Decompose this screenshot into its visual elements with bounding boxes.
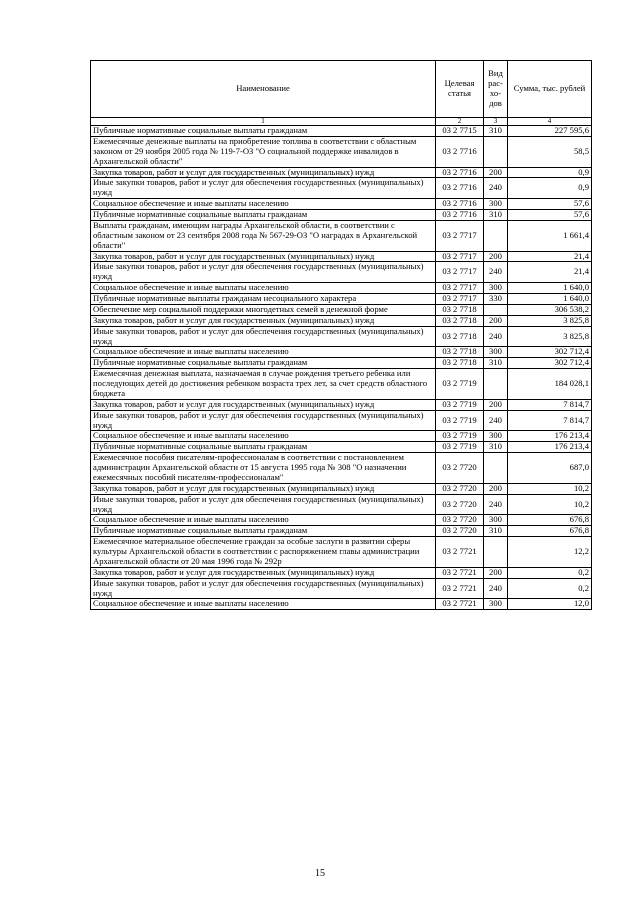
table-row [91, 453, 592, 484]
row-name-cell: Закупка товаров, работ и услуг для государственных (муниципальных) нужд [91, 315, 436, 326]
target-article-cell: 03 2 7721 [436, 599, 484, 610]
row-name-cell: Выплаты гражданам, имеющим награды Архангельской области, в соответствии с областным законом от 23 сентября 2008 года № 567-29-ОЗ "О наградах в Архангельской области" [91, 220, 436, 251]
sum-cell: 3 825,8 [508, 315, 592, 326]
target-article-cell: 03 2 7719 [436, 410, 484, 431]
target-article-cell: 03 2 7719 [436, 431, 484, 442]
row-name-cell: Закупка товаров, работ и услуг для государственных (муниципальных) нужд [91, 399, 436, 410]
column-number: 3 [484, 118, 508, 126]
sum-cell: 1 640,0 [508, 283, 592, 294]
target-article-cell: 03 2 7716 [436, 199, 484, 210]
expense-type-cell: 200 [484, 483, 508, 494]
target-article-cell: 03 2 7717 [436, 220, 484, 251]
target-article-cell: 03 2 7716 [436, 136, 484, 167]
row-name-cell: Социальное обеспечение и иные выплаты населению [91, 283, 436, 294]
header-expense-type: Вид рас-хо-дов [484, 61, 508, 118]
expense-type-cell: 240 [484, 178, 508, 199]
table-row [91, 442, 592, 453]
row-name-cell: Иные закупки товаров, работ и услуг для обеспечения государственных (муниципальных) нужд [91, 578, 436, 599]
row-name-cell: Публичные нормативные социальные выплаты гражданам [91, 358, 436, 369]
target-article-cell: 03 2 7718 [436, 315, 484, 326]
target-article-cell: 03 2 7718 [436, 304, 484, 315]
table-row [91, 315, 592, 326]
target-article-cell: 03 2 7717 [436, 283, 484, 294]
row-name-cell: Закупка товаров, работ и услуг для государственных (муниципальных) нужд [91, 251, 436, 262]
header-name: Наименование [91, 61, 436, 118]
sum-cell: 302 712,4 [508, 358, 592, 369]
table-row [91, 399, 592, 410]
sum-cell: 302 712,4 [508, 347, 592, 358]
table-row [91, 578, 592, 599]
target-article-cell: 03 2 7717 [436, 262, 484, 283]
table-row [91, 220, 592, 251]
table-row [91, 210, 592, 221]
expense-type-cell: 310 [484, 358, 508, 369]
sum-cell: 1 661,4 [508, 220, 592, 251]
expense-type-cell: 240 [484, 262, 508, 283]
row-name-cell: Публичные нормативные социальные выплаты гражданам [91, 442, 436, 453]
expense-type-cell: 310 [484, 210, 508, 221]
target-article-cell: 03 2 7720 [436, 515, 484, 526]
row-name-cell: Иные закупки товаров, работ и услуг для обеспечения государственных (муниципальных) нужд [91, 410, 436, 431]
sum-cell: 12,2 [508, 537, 592, 568]
row-name-cell: Социальное обеспечение и иные выплаты населению [91, 515, 436, 526]
table-row [91, 126, 592, 137]
expense-type-cell [484, 537, 508, 568]
sum-cell: 0,9 [508, 178, 592, 199]
row-name-cell: Иные закупки товаров, работ и услуг для обеспечения государственных (муниципальных) нужд [91, 262, 436, 283]
sum-cell: 227 595,6 [508, 126, 592, 137]
sum-cell: 21,4 [508, 262, 592, 283]
row-name-cell: Иные закупки товаров, работ и услуг для обеспечения государственных (муниципальных) нужд [91, 326, 436, 347]
table-row [91, 326, 592, 347]
target-article-cell: 03 2 7716 [436, 167, 484, 178]
row-name-cell: Публичные нормативные выплаты гражданам несоциального характера [91, 294, 436, 305]
table-row [91, 537, 592, 568]
sum-cell: 306 538,2 [508, 304, 592, 315]
row-name-cell: Ежемесячное материальное обеспечение граждан за особые заслуги в развитии сферы культуры Архангельской области в соответствии с распоряжением главы администрации Архангельской области от 20 мая 1996 года № 292р [91, 537, 436, 568]
table-body [91, 126, 592, 610]
row-name-cell: Публичные нормативные социальные выплаты гражданам [91, 526, 436, 537]
table-row [91, 369, 592, 400]
expense-type-cell: 240 [484, 326, 508, 347]
target-article-cell: 03 2 7721 [436, 578, 484, 599]
expense-type-cell: 200 [484, 251, 508, 262]
expense-type-cell: 300 [484, 515, 508, 526]
target-article-cell: 03 2 7719 [436, 399, 484, 410]
sum-cell: 3 825,8 [508, 326, 592, 347]
table-row [91, 283, 592, 294]
target-article-cell: 03 2 7720 [436, 483, 484, 494]
row-name-cell: Ежемесячные денежные выплаты на приобретение топлива в соответствии с областным законом от 29 ноября 2005 года № 119-7-ОЗ "О социальной поддержке инвалидов в Архангельской области" [91, 136, 436, 167]
table-row [91, 410, 592, 431]
row-name-cell: Закупка товаров, работ и услуг для государственных (муниципальных) нужд [91, 483, 436, 494]
expense-type-cell: 330 [484, 294, 508, 305]
table-row [91, 262, 592, 283]
expense-type-cell [484, 304, 508, 315]
target-article-cell: 03 2 7720 [436, 494, 484, 515]
table-row [91, 526, 592, 537]
target-article-cell: 03 2 7721 [436, 567, 484, 578]
table-row [91, 251, 592, 262]
expense-type-cell: 240 [484, 578, 508, 599]
sum-cell: 1 640,0 [508, 294, 592, 305]
row-name-cell: Социальное обеспечение и иные выплаты населению [91, 347, 436, 358]
table-row [91, 599, 592, 610]
column-number: 2 [436, 118, 484, 126]
table-row [91, 347, 592, 358]
row-name-cell: Иные закупки товаров, работ и услуг для обеспечения государственных (муниципальных) нужд [91, 494, 436, 515]
target-article-cell: 03 2 7717 [436, 251, 484, 262]
target-article-cell: 03 2 7720 [436, 526, 484, 537]
header-sum: Сумма, тыс. рублей [508, 61, 592, 118]
column-number: 1 [91, 118, 436, 126]
expense-type-cell: 310 [484, 526, 508, 537]
expense-type-cell [484, 369, 508, 400]
target-article-cell: 03 2 7720 [436, 453, 484, 484]
target-article-cell: 03 2 7721 [436, 537, 484, 568]
sum-cell: 7 814,7 [508, 410, 592, 431]
table-row [91, 178, 592, 199]
sum-cell: 10,2 [508, 494, 592, 515]
expense-type-cell: 200 [484, 567, 508, 578]
sum-cell: 0,9 [508, 167, 592, 178]
page-number: 15 [315, 868, 325, 879]
sum-cell: 176 213,4 [508, 431, 592, 442]
table-row [91, 304, 592, 315]
row-name-cell: Публичные нормативные социальные выплаты гражданам [91, 210, 436, 221]
table-row [91, 199, 592, 210]
sum-cell: 57,6 [508, 210, 592, 221]
header-target-article: Целевая статья [436, 61, 484, 118]
expense-type-cell [484, 453, 508, 484]
row-name-cell: Обеспечение мер социальной поддержки многодетных семей в денежной форме [91, 304, 436, 315]
expense-type-cell: 300 [484, 431, 508, 442]
table-row [91, 567, 592, 578]
row-name-cell: Социальное обеспечение и иные выплаты населению [91, 199, 436, 210]
table-row [91, 515, 592, 526]
target-article-cell: 03 2 7719 [436, 369, 484, 400]
sum-cell: 7 814,7 [508, 399, 592, 410]
target-article-cell: 03 2 7718 [436, 326, 484, 347]
row-name-cell: Публичные нормативные социальные выплаты гражданам [91, 126, 436, 137]
expense-type-cell [484, 136, 508, 167]
sum-cell: 12,0 [508, 599, 592, 610]
target-article-cell: 03 2 7717 [436, 294, 484, 305]
target-article-cell: 03 2 7719 [436, 442, 484, 453]
target-article-cell: 03 2 7715 [436, 126, 484, 137]
row-name-cell: Социальное обеспечение и иные выплаты населению [91, 599, 436, 610]
header-row [91, 61, 592, 118]
sum-cell: 21,4 [508, 251, 592, 262]
expense-type-cell: 300 [484, 599, 508, 610]
expense-type-cell: 310 [484, 442, 508, 453]
expense-type-cell: 300 [484, 347, 508, 358]
sum-cell: 0,2 [508, 578, 592, 599]
target-article-cell: 03 2 7716 [436, 210, 484, 221]
sum-cell: 676,8 [508, 515, 592, 526]
table-row [91, 494, 592, 515]
sum-cell: 10,2 [508, 483, 592, 494]
sum-cell: 176 213,4 [508, 442, 592, 453]
expense-type-cell: 300 [484, 199, 508, 210]
row-name-cell: Закупка товаров, работ и услуг для государственных (муниципальных) нужд [91, 567, 436, 578]
table-row [91, 431, 592, 442]
sum-cell: 687,0 [508, 453, 592, 484]
table-row [91, 358, 592, 369]
row-name-cell: Закупка товаров, работ и услуг для государственных (муниципальных) нужд [91, 167, 436, 178]
sum-cell: 184 028,1 [508, 369, 592, 400]
sum-cell: 676,8 [508, 526, 592, 537]
column-number: 4 [508, 118, 592, 126]
table-row [91, 483, 592, 494]
expense-type-cell: 200 [484, 315, 508, 326]
sum-cell: 0,2 [508, 567, 592, 578]
sum-cell: 58,5 [508, 136, 592, 167]
expense-type-cell: 200 [484, 167, 508, 178]
row-name-cell: Ежемесячная денежная выплата, назначаемая в случае рождения третьего ребенка или последующих детей до достижения ребенком возраста трех лет, за счет средств областного бюджета [91, 369, 436, 400]
row-name-cell: Иные закупки товаров, работ и услуг для обеспечения государственных (муниципальных) нужд [91, 178, 436, 199]
target-article-cell: 03 2 7718 [436, 347, 484, 358]
target-article-cell: 03 2 7718 [436, 358, 484, 369]
expense-type-cell: 240 [484, 410, 508, 431]
expense-type-cell: 200 [484, 399, 508, 410]
sum-cell: 57,6 [508, 199, 592, 210]
budget-table [90, 60, 592, 610]
table-row [91, 136, 592, 167]
table-row [91, 167, 592, 178]
row-name-cell: Ежемесячное пособия писателям-профессионалам в соответствии с постановлением администрации Архангельской области от 15 августа 1995 года № 308 "О назначении ежемесячных пособий писателям-профессионалам" [91, 453, 436, 484]
table-row [91, 294, 592, 305]
target-article-cell: 03 2 7716 [436, 178, 484, 199]
expense-type-cell [484, 220, 508, 251]
expense-type-cell: 310 [484, 126, 508, 137]
expense-type-cell: 240 [484, 494, 508, 515]
expense-type-cell: 300 [484, 283, 508, 294]
row-name-cell: Социальное обеспечение и иные выплаты населению [91, 431, 436, 442]
